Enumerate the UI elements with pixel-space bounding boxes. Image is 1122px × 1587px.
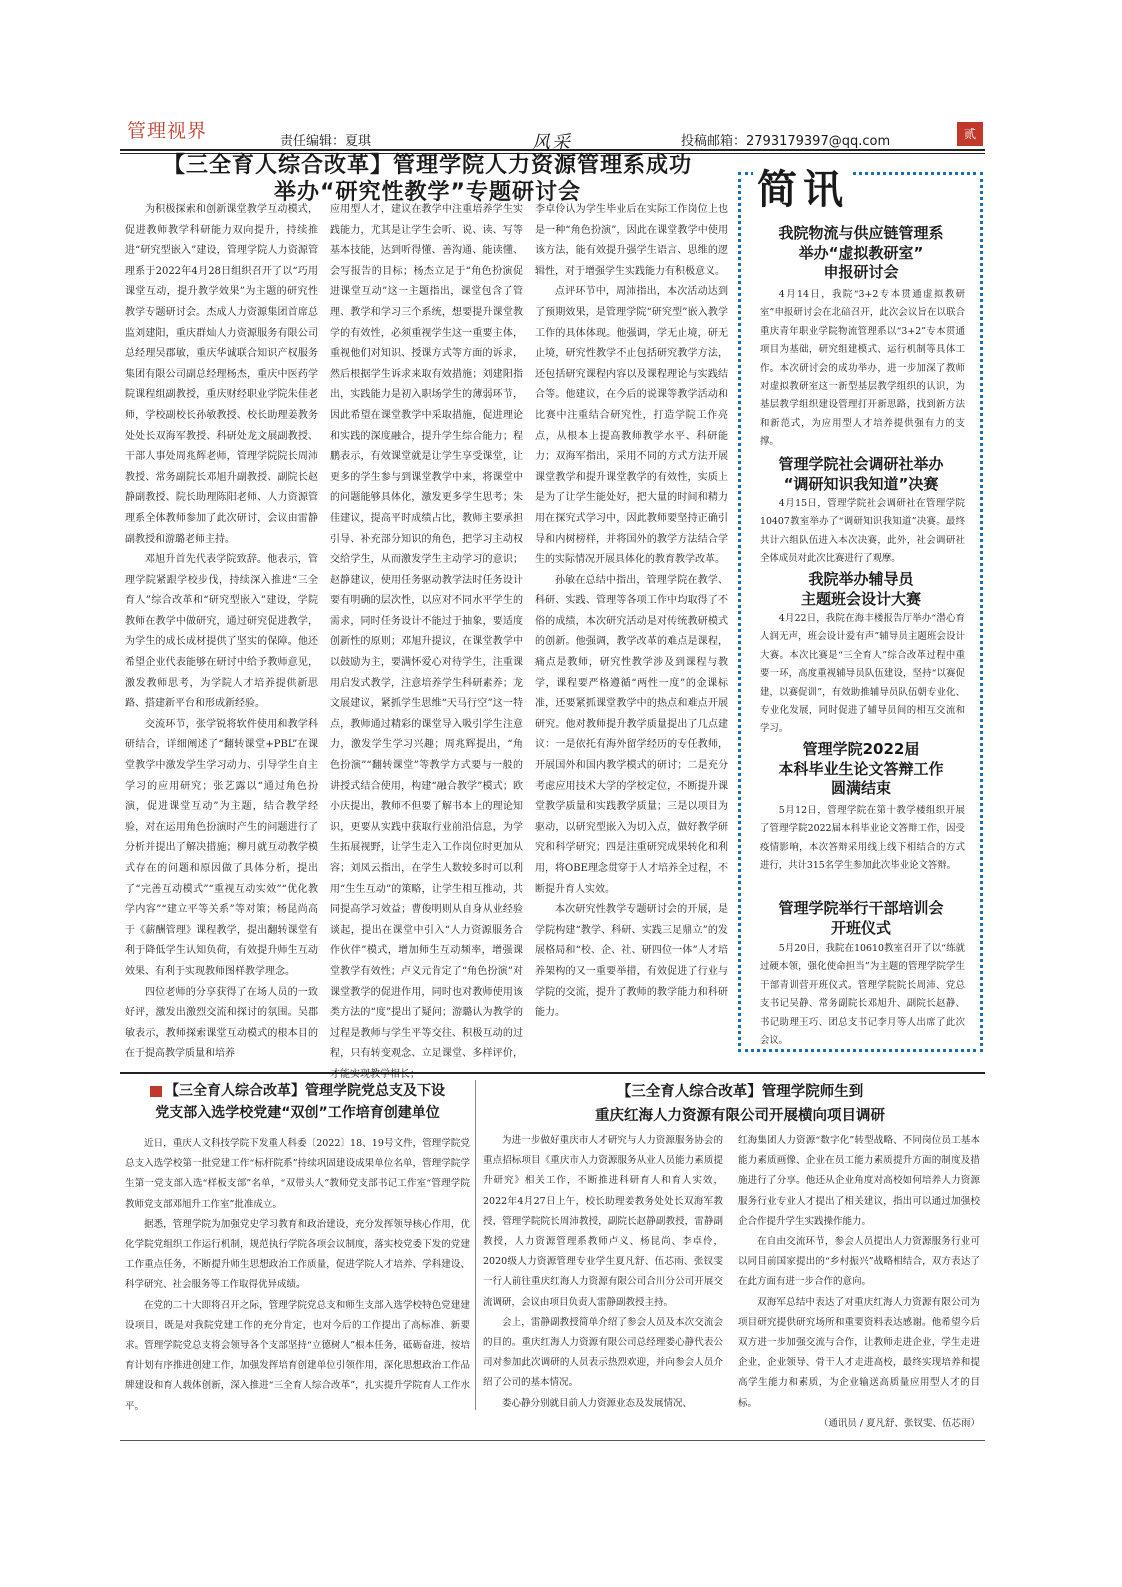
brief-title-line: 本科毕业生论文答辩工作 — [778, 759, 944, 778]
title-line — [125, 1080, 470, 1102]
paragraph: 5月12日，管理学院在第十教学楼组织开展了管理学院2022届本科毕业论文答辩工作，因受疫情影响，本次答辩采用线上线下相结合的方式进行，共计315名学生参加此次毕业论文答辩。 — [760, 805, 965, 872]
title-line: 党支部入选学校党建“双创”工作培育创建单位 — [155, 1105, 440, 1121]
brief-body — [760, 495, 965, 569]
submission-email: 投稿邮箱：2793179397@qq.com — [681, 134, 891, 149]
editor-credit: 责任编辑：夏琪 — [280, 134, 372, 149]
paragraph: 为积极探索和创新课堂教学互动模式，促进教师教学科研能力双向提升，持续推进“研究型嵌入”建设，管理学院人力资源管理系于2022年4月28日组织召开了以“巧用课堂互动，提升教学效果”为主题的研究性教学专题研讨会。杰成人力资源集团首席总监刘建阳，重庆群灿人力资源服务有限公司总经理吴郡敏，重庆华诚联合知识产权服务集团有限公司副总经理杨杰，重庆中医药学院课程组副教授，重庆财经职业学院朱佳老师，学校副校长孙敏教授、校长助理姜教务处处长双海军教授、科研处龙文展副教授、干部人事处周兆辉老师，管理学院院长周沛教授、常务副院长邓旭升副教授、副院长赵静副教授、院长助理陈阳老师、人力资源管理系全体教师参加了此次研讨，会议由雷静副教授和游璐老师主持。 — [125, 204, 318, 545]
byline: （通讯员 / 夏凡舒、张钗雯、伍芯雨） — [818, 1417, 980, 1429]
party-flag-icon — [150, 1086, 162, 1097]
paragraph: 在自由交流环节，参会人员提出人力资源服务行业可以同目前国家提出的“乡村振兴”战略相结合，双方表达了在此方面有进一步合作的意向。 — [738, 1236, 980, 1288]
brief-title-line: 我院物流与供应链管理系 — [778, 224, 944, 242]
main-article-column-2 — [330, 200, 523, 1080]
main-article-column-1 — [125, 200, 318, 1060]
brief-title-line: 管理学院举行干部培训会 — [778, 899, 944, 917]
title-line: 【三全育人综合改革】管理学院人力资源管理系成功 — [162, 153, 692, 178]
brief-body — [760, 610, 965, 739]
bottom-left-article-body — [125, 1134, 470, 1414]
paragraph: 本次研究性教学专题研讨会的开展，是学院构建“教学、科研、实践三足鼎立”的发展格局和“校、企、社、研四位一体”人才培养架构的又一重要举措，有效促进了行业与学院的交流，提升了教师的教学能力和科研能力。 — [535, 904, 728, 1019]
paragraph: 交流环节，张学锐将软件使用和教学科研结合，详细阐述了“翻转课堂+PBL”在课堂教学中激发学生学习动力、引导学生自主学习的应用研究；张艺露以“通过角色扮演，促进课堂互动”为主题，结合教学经验，对在运用角色扮演时产生的问题进行了分析并提出了解决措施；柳月就互动教学模式存在的问题和原因做了具体分析，提出了“完善互动模式”“重视互动实效”“优化教学内容”“建立平等关系”等对策；杨昆尚高于《薪酬管理》课程教学，提出翻转课堂有利于降低学生认知负荷，有效提升师生互动效果、有利于实现教师图样教学理念。 — [125, 718, 318, 977]
news-brief-heading: 简讯 — [753, 158, 853, 215]
brief-title-line: 开班仪式 — [830, 918, 891, 937]
bottom-right-article-column-2 — [738, 1131, 980, 1431]
footer-rule — [120, 1440, 985, 1441]
brief-title — [748, 570, 974, 609]
brief-title-line: 圆满结束 — [830, 779, 891, 797]
brief-title-line: 申报研讨会 — [823, 263, 899, 281]
brief-title-line: 主题班会设计大赛 — [800, 589, 921, 608]
paragraph: 双海军总结中表达了对重庆红海人力资源有限公司为项目研究提供研究场所和重要资料表达感谢。他希望今后双方进一步加强交流与合作，让教师走进企业，学生走进企业，企业领导、骨干人才走进高校，最终实现培养和提高学生能力和素质，为企业输送高质量应用型人才的目标。 — [738, 1296, 980, 1409]
paragraph: 娄心静分别就目前人力资源业态及发展情况、 — [502, 1397, 693, 1409]
bottom-left-article-title — [125, 1080, 470, 1124]
header-rule — [120, 149, 985, 151]
title-line: 重庆红海人力资源有限公司开展横向项目调研 — [595, 1108, 885, 1124]
brief-title-line: “调研知识我知道”决赛 — [783, 474, 939, 493]
brief-title — [748, 224, 974, 283]
brief-title-line: 管理学院2022届 — [802, 740, 920, 758]
paragraph: 孙敏在总结中指出，管理学院在教学、科研、实践、管理等各项工作中均取得了不俗的成绩，本次研究活动是对传统教研模式的创新。他强调，教学改革的难点是课程，痛点是教师，研究性教学涉及到课程与教学，课程要严格遵循“两性一度”的金课标准，还要紧抓课堂教学中的热点和难点开展研究。他对教师提升教学质量提出了几点建议：一是依托有海外留学经历的专任教师，开展国外和国内教学模式的研讨；二是充分考虑应用技术大学的学校定位，不断提升课堂教学质量和实践教学质量；三是以项目为驱动，以研究型嵌入为切入点，做好教学研究和科学研究；四是注重研究成果转化和利用，将OBE理念贯穿于人才培养全过程，不断提升育人实效。 — [535, 574, 728, 895]
section-divider — [120, 1072, 985, 1074]
title-line: 【三全育人综合改革】管理学院师生到 — [616, 1084, 864, 1100]
brief-body — [760, 802, 965, 876]
paragraph: 应用型人才，建议在教学中注重培养学生实践能力，尤其是让学生会听、说、读、写等基本技能，达到听得懂、善沟通、能读懂、会写报告的目标；杨杰立足于“角色扮演促进课堂互动”这一主题指出，课堂包含了管理、教学和学习三个系统，想要提升课堂教学的有效性，必须重视学生这一重要主体，重视他们对知识、授课方式等方面的诉求，然后根据学生诉求来取有效措施；刘建阳指出，实践能力是初入职场学生的薄弱环节，因此希望在课堂教学中采取措施，促进理论和实践的深度融合，提升学生综合能力；程鹏表示，有效课堂就是让学生享受课堂，让更多的学生参与到课堂教学中来，将课堂中的问题能够具体化，激发更多学生思考；朱佳建议，提高平时成绩占比，教师主要承担引导、补充部分知识的角色，把学习主动权交给学生，从而激发学生主动学习的意识；赵静建议，使用任务驱动教学法时任务设计要有明确的层次性，以应对不同水平学生的需求，同时任务设计不能过于抽象，要适度创新性的原则；邓旭升提议，在课堂教学中以鼓励为主，要满怀爱心对待学生，注重课用启发式教学，注意培养学生科研素养；龙文展建议，紧抓学生思维“天马行空”这一特点，教师通过精彩的课堂导入吸引学生注意力，激发学生学习兴趣；周兆辉提出，“角色扮演”“翻转课堂”等教学方式要与一般的讲授式结合使用，构建“融合教学”模式；欧小庆提出，教师不但要了解书本上的理论知识，更要从实践中获取行业前沿信息，为学生拓展视野，让学生走入工作岗位时更加从容；刘凤云指出，在学生人数较多时可以利用“生生互动”的策略，让学生相互推动，共同提高学习效益；曹俊明则从自身从业经验谈起，提出在课堂中引入“人力资源服务合作伙伴”模式，增加师生互动频率，增强课堂教学有效性；卢义元肯定了“角色扮演”对课堂教学的促进作用，同时也对教师使用该类方法的“度”提出了疑问；游璐认为教学的过程是教师与学生平等交往、积极互动的过程，只有转变观念、立足课堂、多样评价，才能实现教学相长； — [330, 204, 523, 1080]
paragraph: 为进一步做好重庆市人才研究与人力资源服务协会的重点招标项目《重庆市人力资源服务从业人员能力素质提升研究》相关工作，不断推进科研育人和育人实效，2022年4月27日上午，校长助理姜教务处处长双海军教授，管理学院院长周沛教授，副院长赵静副教授，雷静副教授，人力资源管理系教师卢义、杨昆尚、李卓伶，2020级人力资源管理专业学生夏凡舒、伍芯雨、张钗雯一行人前往重庆红海人力资源有限公司合川分公司开展交流调研，会议由项目负责人雷静副教授主持。 — [483, 1135, 723, 1308]
column-divider — [475, 1080, 476, 1410]
column-name: 风采 — [532, 132, 572, 153]
brief-body — [760, 940, 965, 1050]
page-number-badge: 贰 — [957, 122, 983, 146]
bottom-right-article-title — [505, 1080, 975, 1128]
paragraph: 邓旭升首先代表学院致辞。他表示，管理学院紧跟学校步伐，持续深入推进“三全育人”综合改革和“研究型嵌入”建设，学院教师在教学中做研究，通过研究促进教学，为学生的成长成材提供了坚实的保障。他还希望企业代表能够在研讨中给予教师意见，激发教师思考，为学院人才培养提供新思路、搭建新平台和形成新经验。 — [125, 554, 318, 710]
brief-title-line: 举办“虚拟教研室” — [798, 243, 924, 262]
brief-title — [748, 455, 974, 494]
paragraph: 红海集团人力资源“数字化”转型战略、不同岗位员工基本能力素质画像、企业在员工能力素质提升方面的制度及措施进行了分享。他还从企业角度对高校如何培养人力资源服务行业专业人才提出了相关建议，指出可以通过加强校企合作提升学生实践操作能力。 — [738, 1135, 980, 1227]
paragraph: 李卓伶认为学生毕业后在实际工作岗位上也是一种“角色扮演”，因此在课堂教学中使用该方法，能有效提升强学生语言、思维的逻辑性，对于增强学生实践能力有积极意义。 — [535, 204, 728, 277]
title-text: 【三全育人综合改革】管理学院党总支及下设 — [165, 1083, 445, 1099]
brief-body — [760, 286, 965, 452]
title-line: 举办“研究性教学”专题研讨会 — [274, 180, 581, 205]
paragraph: 在党的二十大即将召开之际，管理学院党总支和师生支部入选学校特色党建建设项目，既是对我院党建工作的充分肯定，也对今后的工作提出了高标准、新要求。管理学院党总支将会领导各个支部坚持“立德树人”根本任务，砥砺奋进，按培育计划有序推进创建工作，加强发挥培育创建单位引领作用，深化思想政治工作品牌建设和育人载体创新，深入推进“三全育人综合改革”，扎实提升学院育人工作水平。 — [125, 1299, 470, 1412]
paragraph: 4月14日，我院“3+2专本贯通虚拟教研室”申报研讨会在北碚召开，此次会议旨在以联合重庆青年职业学院物流管理系以“3+2”专本贯通项目为基础，研究组建模式、运行机制等具体工作。本次研讨会的成功举办，进一步加深了教师对虚拟教研室这一新型基层教学组织的认识，为基层教学组织建设管理打开新思路，找到新方法和新范式，为应用型人才培养提供强有力的支撑。 — [760, 289, 965, 448]
paragraph: 近日，重庆人文科技学院下发重人科委〔2022〕18、19号文件，管理学院党总支入选学校第一批党建工作“标杆院系”持续巩固建设成果单位名单，管理学院学生第一党支部入选“样板支部”名单，“双带头人”教师党支部书记工作室“管理学院教师党支部邓旭升工作室”批准成立。 — [125, 1138, 470, 1210]
main-article-title — [125, 152, 730, 206]
paragraph: 4月22日，我院在海丰楼报告厅举办“潜心育人润无声，班会设计爱有声”辅导员主题班会设计大赛。本次比赛是“三全育人”综合改革过程中重要一环，高度重视辅导员队伍建设，坚持“以赛促建，以赛促训”，有效助推辅导员队伍朝专业化、专业化发展，同时促进了辅导员间的相互交流和学习。 — [760, 613, 965, 735]
brief-title — [748, 740, 974, 799]
paragraph: 会上，雷静副教授简单介绍了参会人员及本次交流会的目的。重庆红海人力资源有限公司总经理娄心静代表公司对参加此次调研的人员表示热烈欢迎，并向参会人员介绍了公司的基本情况。 — [483, 1316, 723, 1389]
paragraph: 四位老师的分享获得了在场人员的一致好评，激发出激烈交流和探讨的氛围。吴郡敏表示，教师探索课堂互动模式的根本目的在于提高教学质量和培养 — [125, 986, 318, 1060]
paragraph: 点评环节中，周沛指出，本次活动达到了预期效果，是管理学院“研究型”嵌入教学工作的具体体现。他强调，学无止境，研无止境，研究性教学不止包括研究教学方法，还包括研究课程内容以及课程理论与实践结合等。他建议，在今后的说课等教学活动和比赛中注重结合研究性，打造学院工作亮点，从根本上提高教师教学水平、科研能力；双海军指出，采用不同的方式方法开展课堂教学和提升课堂教学的有效性，实质上是为了让学生能处好，把大量的时间和精力用在探究式学习中，因此教师要坚持正确引导和内树榜样，并将国外的教学方法结合学生的实际情况开展具体化的教育教学改革。 — [535, 286, 728, 566]
section-logo: 管理视界 — [127, 120, 208, 142]
brief-title-line: 我院举办辅导员 — [808, 570, 914, 588]
bottom-right-article-column-1 — [483, 1131, 723, 1431]
paragraph: 据悉，管理学院为加强党史学习教育和政治建设，充分发挥领导核心作用，优化学院党组织工作运行机制，规范执行学院各项会议制度，落实校党委下发的党建工作重点任务，不断提升师生思想政治工作质量，促进学院人才培养、学科建设、科学研究、社会服务等工作取得优异成绩。 — [125, 1218, 470, 1291]
paragraph: 5月20日，我院在10610教室召开了以“练就过硬本领，强化使命担当”为主题的管理学院学生干部青训营开班仪式。管理学院院长周沛、党总支书记吴静、常务副院长邓旭升、副院长赵静、书记助理王巧、团总支书记李月等人出席了此次会议。 — [760, 943, 965, 1047]
brief-title-line: 管理学院社会调研社举办 — [778, 455, 944, 473]
main-article-column-3 — [535, 200, 728, 1060]
brief-title — [748, 899, 974, 938]
paragraph: 4月15日，管理学院社会调研社在管理学院10407教室举办了“调研知识我知道”决赛。最终共计六组队伍进入本次决赛，此外，社会调研社全体成员对此次比赛进行了观摩。 — [760, 498, 965, 565]
